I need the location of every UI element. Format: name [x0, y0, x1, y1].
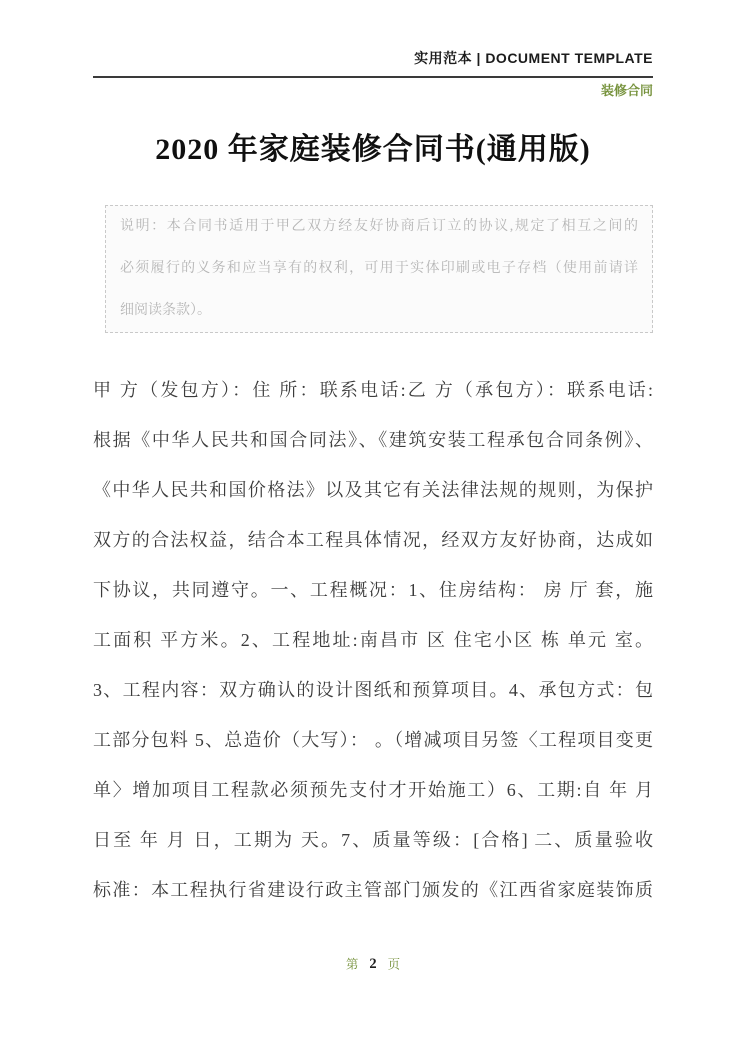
body-line: 日至 年 月 日，工期为 天。7、质量等级：[合格] 二、质量验收	[93, 830, 653, 850]
page-footer	[93, 955, 653, 973]
body-line: 工面积 平方米。2、工程地址:南昌市 区 住宅小区 栋 单元 室。	[93, 630, 653, 650]
contract-body	[93, 365, 653, 915]
footer-page-prefix: 第	[345, 957, 359, 972]
body-line: 下协议，共同遵守。一、工程概况：1、住房结构： 房 厅 套，施	[93, 580, 653, 600]
header-brand: 实用范本 | DOCUMENT TEMPLATE	[414, 50, 653, 66]
notice-line: 说明：本合同书适用于甲乙双方经友好协商后订立的协议,规定了相互之间的	[120, 219, 638, 234]
header-category: 装修合同	[600, 83, 653, 98]
notice-box	[105, 205, 653, 333]
body-line: 3、工程内容：双方确认的设计图纸和预算项目。4、承包方式：包	[93, 680, 653, 700]
notice-line: 细阅读条款）。	[120, 303, 211, 318]
header-divider	[93, 76, 653, 78]
body-line: 根据《中华人民共和国合同法》、《建筑安装工程承包合同条例》、	[93, 430, 653, 450]
document-title: 2020 年家庭装修合同书(通用版)	[155, 133, 591, 166]
body-line: 标准：本工程执行省建设行政主管部门颁发的《江西省家庭装饰质	[93, 880, 653, 900]
body-line: 甲 方（发包方）：住 所：联系电话:乙 方（承包方）：联系电话:	[93, 380, 653, 400]
body-line: 双方的合法权益，结合本工程具体情况，经双方友好协商，达成如	[93, 530, 653, 550]
footer-page-suffix: 页	[387, 957, 401, 972]
notice-line: 必须履行的义务和应当享有的权利，可用于实体印刷或电子存档（使用前请详	[120, 261, 638, 276]
body-line: 《中华人民共和国价格法》以及其它有关法律法规的规则，为保护	[93, 480, 653, 500]
body-line: 单〉增加项目工程款必须预先支付才开始施工）6、工期:自 年 月	[93, 780, 653, 800]
footer-page-number: 2	[369, 956, 377, 973]
body-line: 工部分包料 5、总造价（大写）： 。（增减项目另签〈工程项目变更	[93, 730, 653, 750]
